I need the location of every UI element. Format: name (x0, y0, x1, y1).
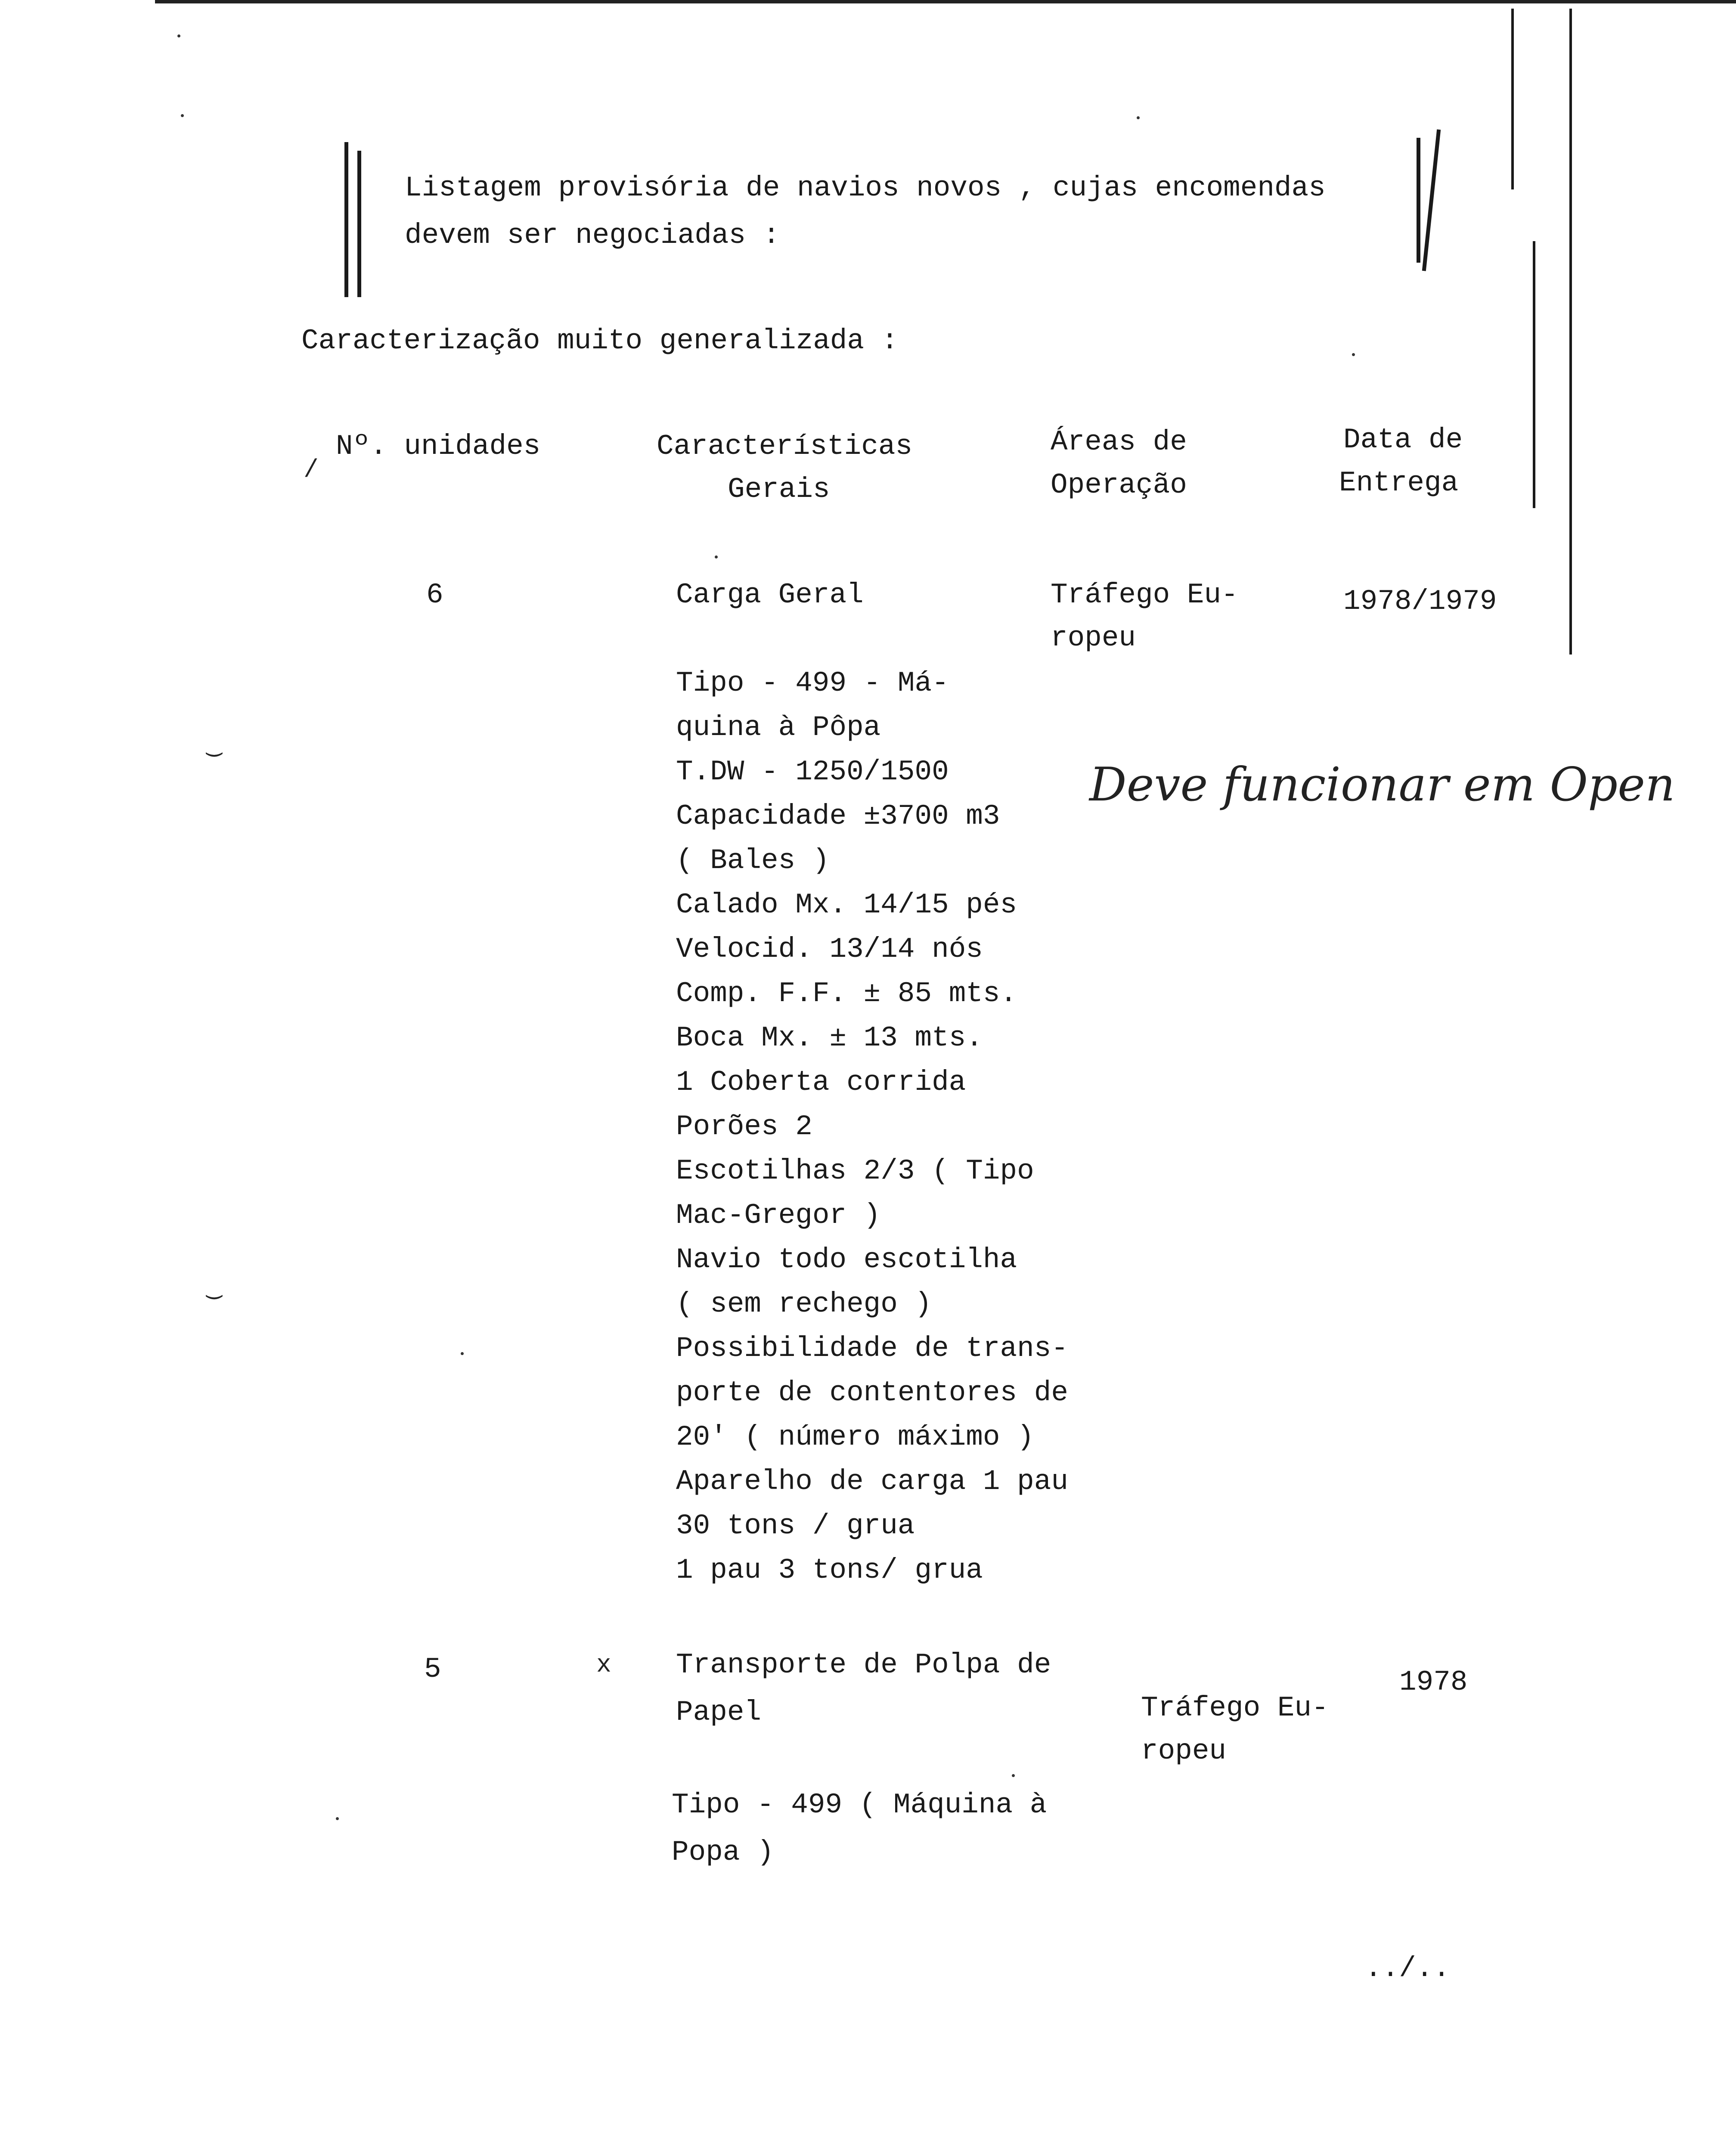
speck (1352, 353, 1355, 356)
entry-2-x-mark: x (596, 1651, 611, 1679)
right-margin-line-3 (1569, 9, 1572, 655)
top-border-line (155, 0, 1736, 3)
entry-1-area-1: Tráfego Eu- (1051, 579, 1238, 611)
entry-1-char-line: Aparelho de carga 1 pau (676, 1465, 1068, 1498)
header-right-bar-2 (1422, 129, 1441, 271)
entry-1-char-line: Possibilidade de trans- (676, 1332, 1068, 1365)
header-right-bar-1 (1417, 138, 1420, 263)
col-areas-2: Operação (1051, 469, 1187, 501)
subtitle: Caracterização muito generalizada : (301, 325, 899, 357)
entry-1-char-line: Calado Mx. 14/15 pés (676, 889, 1017, 921)
entry-1-char-line: Carga Geral (676, 579, 864, 611)
entry-1-char-line: quina à Pôpa (676, 711, 881, 744)
entry-1-char-line: Mac-Gregor ) (676, 1199, 881, 1232)
entry-2-char-line: Transporte de Polpa de (676, 1649, 1051, 1681)
page-continuation: ../.. (1365, 1952, 1451, 1985)
entry-1-char-line: ( sem rechego ) (676, 1288, 932, 1320)
col-characteristics-1: Características (657, 430, 913, 462)
entry-2-char-line: Papel (676, 1696, 762, 1728)
margin-curve-2: ‿ (207, 1273, 222, 1301)
speck (461, 1352, 464, 1355)
entry-1-char-line: Navio todo escotilha (676, 1244, 1017, 1276)
entry-1-char-line: Boca Mx. ± 13 mts. (676, 1022, 983, 1054)
entry-1-char-line: porte de contentores de (676, 1377, 1068, 1409)
speck (336, 1817, 339, 1820)
entry-1-char-line: 20' ( número máximo ) (676, 1421, 1034, 1453)
entry-1-char-line: ( Bales ) (676, 844, 830, 877)
speck (715, 555, 718, 558)
entry-2-area-2: ropeu (1141, 1735, 1227, 1767)
entry-1-char-line: Velocid. 13/14 nós (676, 933, 983, 965)
entry-1-char-line: 1 Coberta corrida (676, 1066, 966, 1098)
col-date-2: Entrega (1339, 467, 1459, 499)
entry-1-handwritten-note: Deve funcionar em Open (1089, 758, 1675, 812)
entry-1-char-line: Capacidade ±3700 m3 (676, 800, 1000, 832)
col-characteristics-2: Gerais (728, 473, 830, 506)
entry-1-units: 6 (426, 579, 443, 611)
col-areas-1: Áreas de (1051, 426, 1187, 458)
speck (1012, 1774, 1015, 1777)
speck (177, 34, 180, 37)
margin-curve-1: ‿ (207, 731, 222, 759)
header-line-1: Listagem provisória de navios novos , cujas encomendas (405, 172, 1326, 204)
entry-1-char-line: Porões 2 (676, 1111, 812, 1143)
speck (181, 114, 184, 117)
entry-1-char-line: T.DW - 1250/1500 (676, 756, 949, 788)
entry-1-char-line: 30 tons / grua (676, 1510, 915, 1542)
entry-1-area-2: ropeu (1051, 622, 1136, 654)
entry-1-delivery: 1978/1979 (1343, 585, 1497, 617)
entry-2-area-1: Tráfego Eu- (1141, 1692, 1329, 1724)
right-margin-line-2 (1533, 241, 1535, 508)
entry-2-delivery: 1978 (1399, 1666, 1468, 1698)
col-units: Nº. unidades (336, 430, 541, 462)
right-margin-line-1 (1511, 9, 1514, 189)
entry-2-units: 5 (424, 1653, 441, 1685)
entry-2-char-line: Popa ) (672, 1836, 774, 1868)
entry-1-char-line: Comp. F.F. ± 85 mts. (676, 977, 1017, 1010)
header-left-bar-2 (357, 151, 361, 297)
entry-2-char-line: Tipo - 499 ( Máquina à (672, 1789, 1047, 1821)
entry-1-char-line: Escotilhas 2/3 ( Tipo (676, 1155, 1034, 1187)
speck (1137, 116, 1140, 119)
slash-mark: / (304, 456, 319, 484)
header-line-2: devem ser negociadas : (405, 219, 780, 251)
entry-1-char-line: 1 pau 3 tons/ grua (676, 1554, 983, 1586)
entry-1-char-line: Tipo - 499 - Má- (676, 667, 949, 699)
header-left-bar-1 (344, 142, 348, 297)
col-date-1: Data de (1343, 424, 1463, 456)
